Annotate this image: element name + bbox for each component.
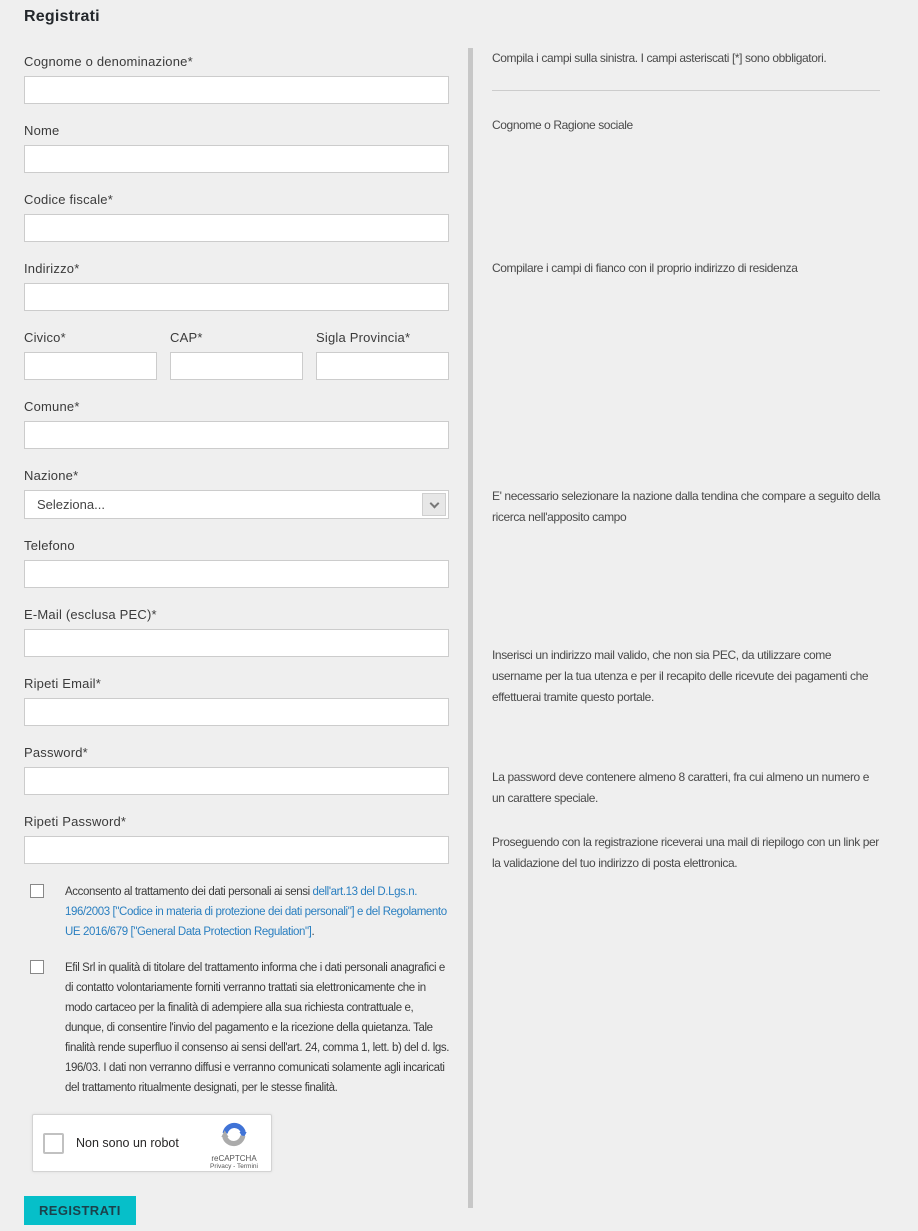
recaptcha-widget bbox=[32, 1114, 272, 1172]
registrati-button[interactable]: REGISTRATI bbox=[24, 1196, 136, 1225]
consent-treatment-checkbox[interactable] bbox=[30, 960, 44, 974]
help-registrazione: Proseguendo con la registrazione riceverai una mail di riepilogo con un link per la validazione del tuo indirizzo di posta elettronica. bbox=[492, 835, 879, 870]
field-nazione bbox=[24, 467, 449, 519]
sigla-provincia-label: Sigla Provincia* bbox=[316, 330, 411, 345]
chevron-down-icon bbox=[429, 498, 439, 508]
field-sigla-provincia bbox=[316, 329, 449, 380]
consent-privacy-text bbox=[65, 882, 449, 942]
consent-privacy-text-plain: Acconsento al trattamento dei dati personali ai sensi bbox=[65, 886, 313, 898]
field-email bbox=[24, 606, 449, 657]
email-label: E-Mail (esclusa PEC)* bbox=[24, 607, 157, 622]
recaptcha-logo bbox=[207, 1121, 261, 1170]
field-comune bbox=[24, 398, 449, 449]
cognome-input[interactable] bbox=[24, 76, 449, 104]
nazione-select-value: Seleziona... bbox=[37, 497, 105, 512]
telefono-input[interactable] bbox=[24, 560, 449, 588]
field-password bbox=[24, 744, 449, 795]
help-intro: Compila i campi sulla sinistra. I campi asteriscati [*] sono obbligatori. bbox=[492, 51, 827, 65]
ripeti-email-input[interactable] bbox=[24, 698, 449, 726]
nome-input[interactable] bbox=[24, 145, 449, 173]
privacy-law-link[interactable]: dell'art.13 del D.Lgs.n. 196/2003 ["Codice in materia di protezione dei dati personali"] e del Regolamento UE 2016/679 ["General Data Protection Regulation"] bbox=[65, 886, 447, 938]
field-cognome bbox=[24, 53, 449, 104]
field-telefono bbox=[24, 537, 449, 588]
consent-treatment-row bbox=[24, 958, 449, 1098]
cap-label: CAP* bbox=[170, 330, 203, 345]
field-indirizzo bbox=[24, 260, 449, 311]
ripeti-email-label: Ripeti Email* bbox=[24, 676, 102, 691]
nazione-select-button[interactable] bbox=[422, 493, 446, 516]
vertical-scrollbar[interactable] bbox=[468, 48, 473, 1208]
registration-form bbox=[24, 53, 449, 1225]
indirizzo-label: Indirizzo* bbox=[24, 261, 80, 276]
field-cap bbox=[170, 329, 303, 380]
consent-privacy-text-suffix: . bbox=[311, 926, 315, 938]
nazione-select[interactable] bbox=[24, 490, 449, 519]
help-nazione: E' necessario selezionare la nazione dalla tendina che compare a seguito della ricerca nell'apposito campo bbox=[492, 489, 881, 524]
recaptcha-icon bbox=[219, 1121, 249, 1148]
field-nome bbox=[24, 122, 449, 173]
ripeti-password-label: Ripeti Password* bbox=[24, 814, 127, 829]
email-input[interactable] bbox=[24, 629, 449, 657]
page-title: Registrati bbox=[24, 8, 100, 25]
cap-input[interactable] bbox=[170, 352, 303, 380]
civico-label: Civico* bbox=[24, 330, 66, 345]
consent-privacy-checkbox[interactable] bbox=[30, 884, 44, 898]
help-password: La password deve contenere almeno 8 caratteri, fra cui almeno un numero e un carattere speciale. bbox=[492, 770, 870, 805]
recaptcha-privacy-terms-links[interactable]: Privacy - Termini bbox=[210, 1163, 258, 1170]
help-cognome: Cognome o Ragione sociale bbox=[492, 118, 633, 132]
help-email: Inserisci un indirizzo mail valido, che non sia PEC, da utilizzare come username per la tua utenza e per il recapito delle ricevute dei pagamenti che effettuerai tramite questo portale. bbox=[492, 648, 869, 704]
codice-fiscale-label: Codice fiscale* bbox=[24, 192, 113, 207]
codice-fiscale-input[interactable] bbox=[24, 214, 449, 242]
sigla-provincia-input[interactable] bbox=[316, 352, 449, 380]
recaptcha-checkbox[interactable] bbox=[43, 1133, 64, 1154]
nazione-label: Nazione* bbox=[24, 468, 79, 483]
telefono-label: Telefono bbox=[24, 538, 75, 553]
recaptcha-brand: reCAPTCHA bbox=[211, 1154, 257, 1163]
help-indirizzo: Compilare i campi di fianco con il proprio indirizzo di residenza bbox=[492, 261, 798, 275]
nome-label: Nome bbox=[24, 123, 60, 138]
address-row bbox=[24, 329, 449, 398]
consent-privacy-row bbox=[24, 882, 449, 942]
consent-treatment-text: Efil Srl in qualità di titolare del trattamento informa che i dati personali anagrafici e di contatto volontariamente forniti verranno trattati sia elettronicamente che in modo cartaceo per la finalità di adempiere alla sua richiesta contrattuale e, dunque, di consentire l'invio del pagamento e la ricezione della quietanza. Tale finalità rende superfluo il consenso ai sensi dell'art. 24, comma 1, lett. b) del d. lgs. 196/03. I dati non verranno diffusi e verranno comunicati solamente agli incaricati del trattamento ritualmente designati, per le stesse finalità. bbox=[65, 962, 450, 1094]
ripeti-password-input[interactable] bbox=[24, 836, 449, 864]
cognome-label: Cognome o denominazione* bbox=[24, 54, 193, 69]
civico-input[interactable] bbox=[24, 352, 157, 380]
indirizzo-input[interactable] bbox=[24, 283, 449, 311]
field-civico bbox=[24, 329, 157, 380]
password-label: Password* bbox=[24, 745, 88, 760]
field-codice-fiscale bbox=[24, 191, 449, 242]
password-input[interactable] bbox=[24, 767, 449, 795]
field-ripeti-password bbox=[24, 813, 449, 864]
field-ripeti-email bbox=[24, 675, 449, 726]
recaptcha-label: Non sono un robot bbox=[76, 1136, 179, 1150]
help-divider bbox=[492, 90, 880, 91]
comune-input[interactable] bbox=[24, 421, 449, 449]
comune-label: Comune* bbox=[24, 399, 80, 414]
